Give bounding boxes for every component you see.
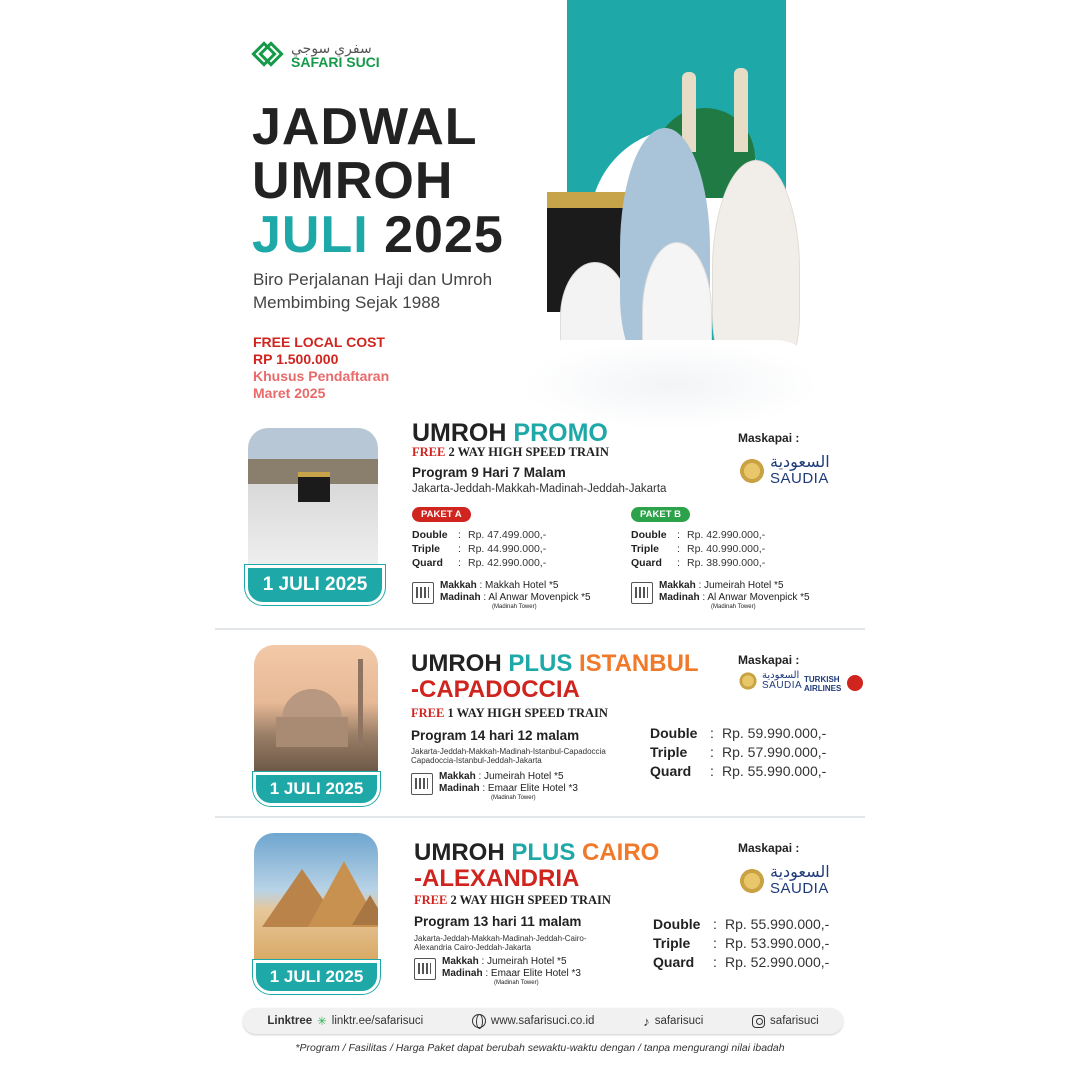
paket-b-badge: PAKET B (631, 507, 690, 522)
hotel-icon (412, 582, 434, 604)
prices (653, 915, 829, 972)
tagline (253, 268, 492, 314)
hotel-icon (411, 773, 433, 795)
airline-label: Maskapai : (738, 653, 800, 667)
saudia-logo: السعودية SAUDIA (738, 671, 802, 691)
disclaimer: *Program / Fasilitas / Harga Paket dapat berubah sewaktu-waktu dengan / tanpa mengurangi nilai ibadah (295, 1042, 785, 1054)
saudia-emblem-icon (738, 457, 766, 485)
program-duration: Program 13 hari 11 malam (414, 914, 582, 929)
route: Jakarta-Jeddah-Makkah-Madinah-Jeddah-Jakarta (412, 483, 667, 495)
paket-b-prices (631, 528, 765, 570)
tagline-line-1: Biro Perjalanan Haji dan Umroh (253, 270, 493, 289)
price-row: Double : Rp. 42.990.000,- (631, 529, 766, 541)
hotels: Makkah : Jumeirah Hotel *5 Madinah : Emaar Elite Hotel *3 (Madinah Tower) (411, 771, 578, 802)
package-date-badge: 1 JULI 2025 (253, 772, 380, 806)
minaret-right (734, 68, 748, 152)
instagram-icon (752, 1015, 765, 1028)
paket-a-prices (412, 528, 546, 570)
brand-name: SAFARI SUCI (291, 54, 380, 70)
route: Jakarta-Jeddah-Makkah-Madinah-Jeddah-Cairo- Alexandria Cairo-Jeddah-Jakarta (414, 934, 587, 952)
price-row: Double : Rp. 59.990.000,- (650, 725, 827, 741)
promo-note-line-2: RP 1.500.000 (253, 351, 339, 367)
package-date-badge: 1 JULI 2025 (253, 960, 380, 994)
promo-note (253, 334, 389, 402)
saudia-emblem-icon (738, 671, 758, 691)
paket-a-badge: PAKET A (412, 507, 471, 522)
price-row: Double : Rp. 47.499.000,- (412, 529, 547, 541)
hotel-icon (414, 958, 436, 980)
safari-suci-logo-icon (253, 40, 283, 70)
program-duration: Program 9 Hari 7 Malam (412, 465, 566, 480)
package-title: UMROH PLUS CAIRO -ALEXANDRIA (414, 839, 660, 892)
cloud-decoration (520, 340, 820, 430)
package-date-badge: 1 JULI 2025 (245, 565, 385, 605)
airline-label: Maskapai : (738, 841, 800, 855)
promo-note-line-3: Khusus Pendaftaran (253, 368, 390, 384)
saudia-emblem-icon (738, 867, 766, 895)
program-duration: Program 14 hari 12 malam (411, 728, 580, 743)
paket-a-hotels: Makkah : Makkah Hotel *5 Madinah : Al Anwar Movenpick *5 (Madinah Tower) (412, 580, 591, 611)
paket-b-hotels: Makkah : Jumeirah Hotel *5 Madinah : Al Anwar Movenpick *5 (Madinah Tower) (631, 580, 810, 611)
train-info: FREE 2 WAY HIGH SPEED TRAIN (414, 893, 611, 907)
hotels: Makkah : Jumeirah Hotel *5 Madinah : Emaar Elite Hotel *3 (Madinah Tower) (414, 956, 581, 987)
title-line-1: JADWAL (252, 98, 478, 156)
linktree-icon: ✳ (317, 1016, 327, 1028)
tagline-line-2: Membimbing Sejak 1988 (253, 293, 441, 312)
route: Jakarta-Jeddah-Makkah-Madinah-Istanbul-Capadoccia Capadoccia-Istanbul-Jeddah-Jakarta (411, 747, 606, 765)
price-row: Quard : Rp. 38.990.000,- (631, 557, 766, 569)
train-info: FREE 2 WAY HIGH SPEED TRAIN (412, 445, 609, 459)
prices (650, 724, 826, 781)
turkish-airlines-logo: TURKISH AIRLINES (804, 675, 842, 693)
section-divider (215, 816, 865, 818)
page-title (252, 100, 504, 262)
promo-note-line-1: FREE LOCAL COST (253, 334, 385, 350)
promo-note-line-4: Maret 2025 (253, 385, 326, 401)
airline-label: Maskapai : (738, 431, 800, 445)
section-divider (215, 628, 865, 630)
turkish-airlines-icon (847, 675, 863, 691)
title-year: 2025 (384, 206, 504, 264)
saudia-logo: السعودية SAUDIA (738, 455, 830, 486)
contact-footer (243, 1008, 843, 1034)
price-row: Triple : Rp. 53.990.000,- (653, 935, 830, 951)
price-row: Triple : Rp. 57.990.000,- (650, 744, 827, 760)
price-row: Triple : Rp. 44.990.000,- (412, 543, 547, 555)
train-info: FREE 1 WAY HIGH SPEED TRAIN (411, 706, 608, 720)
price-row: Triple : Rp. 40.990.000,- (631, 543, 766, 555)
price-row: Quard : Rp. 52.990.000,- (653, 954, 830, 970)
instagram-link[interactable]: safarisuci (752, 1015, 819, 1028)
package-title: UMROH PROMO (412, 419, 608, 447)
tiktok-link[interactable]: ♪ safarisuci (643, 1013, 704, 1029)
package-image-pyramids (254, 833, 378, 961)
linktree-link[interactable]: Linktree ✳ linktr.ee/safarisuci (267, 1015, 424, 1028)
price-row: Double : Rp. 55.990.000,- (653, 916, 830, 932)
package-image-makkah (248, 428, 378, 568)
price-row: Quard : Rp. 55.990.000,- (650, 763, 827, 779)
brand-logo (253, 40, 380, 70)
brand-arabic: سفري سوجي (291, 40, 372, 56)
package-title: UMROH PLUS ISTANBUL -CAPADOCCIA (411, 650, 699, 703)
globe-icon (472, 1014, 486, 1028)
title-month: JULI (252, 206, 369, 264)
title-line-2: UMROH (252, 152, 454, 210)
hotel-icon (631, 582, 653, 604)
price-row: Quard : Rp. 42.990.000,- (412, 557, 547, 569)
package-image-istanbul (254, 645, 378, 773)
tiktok-icon: ♪ (643, 1013, 650, 1029)
website-link[interactable]: www.safarisuci.co.id (472, 1014, 595, 1028)
saudia-logo: السعودية SAUDIA (738, 865, 830, 896)
